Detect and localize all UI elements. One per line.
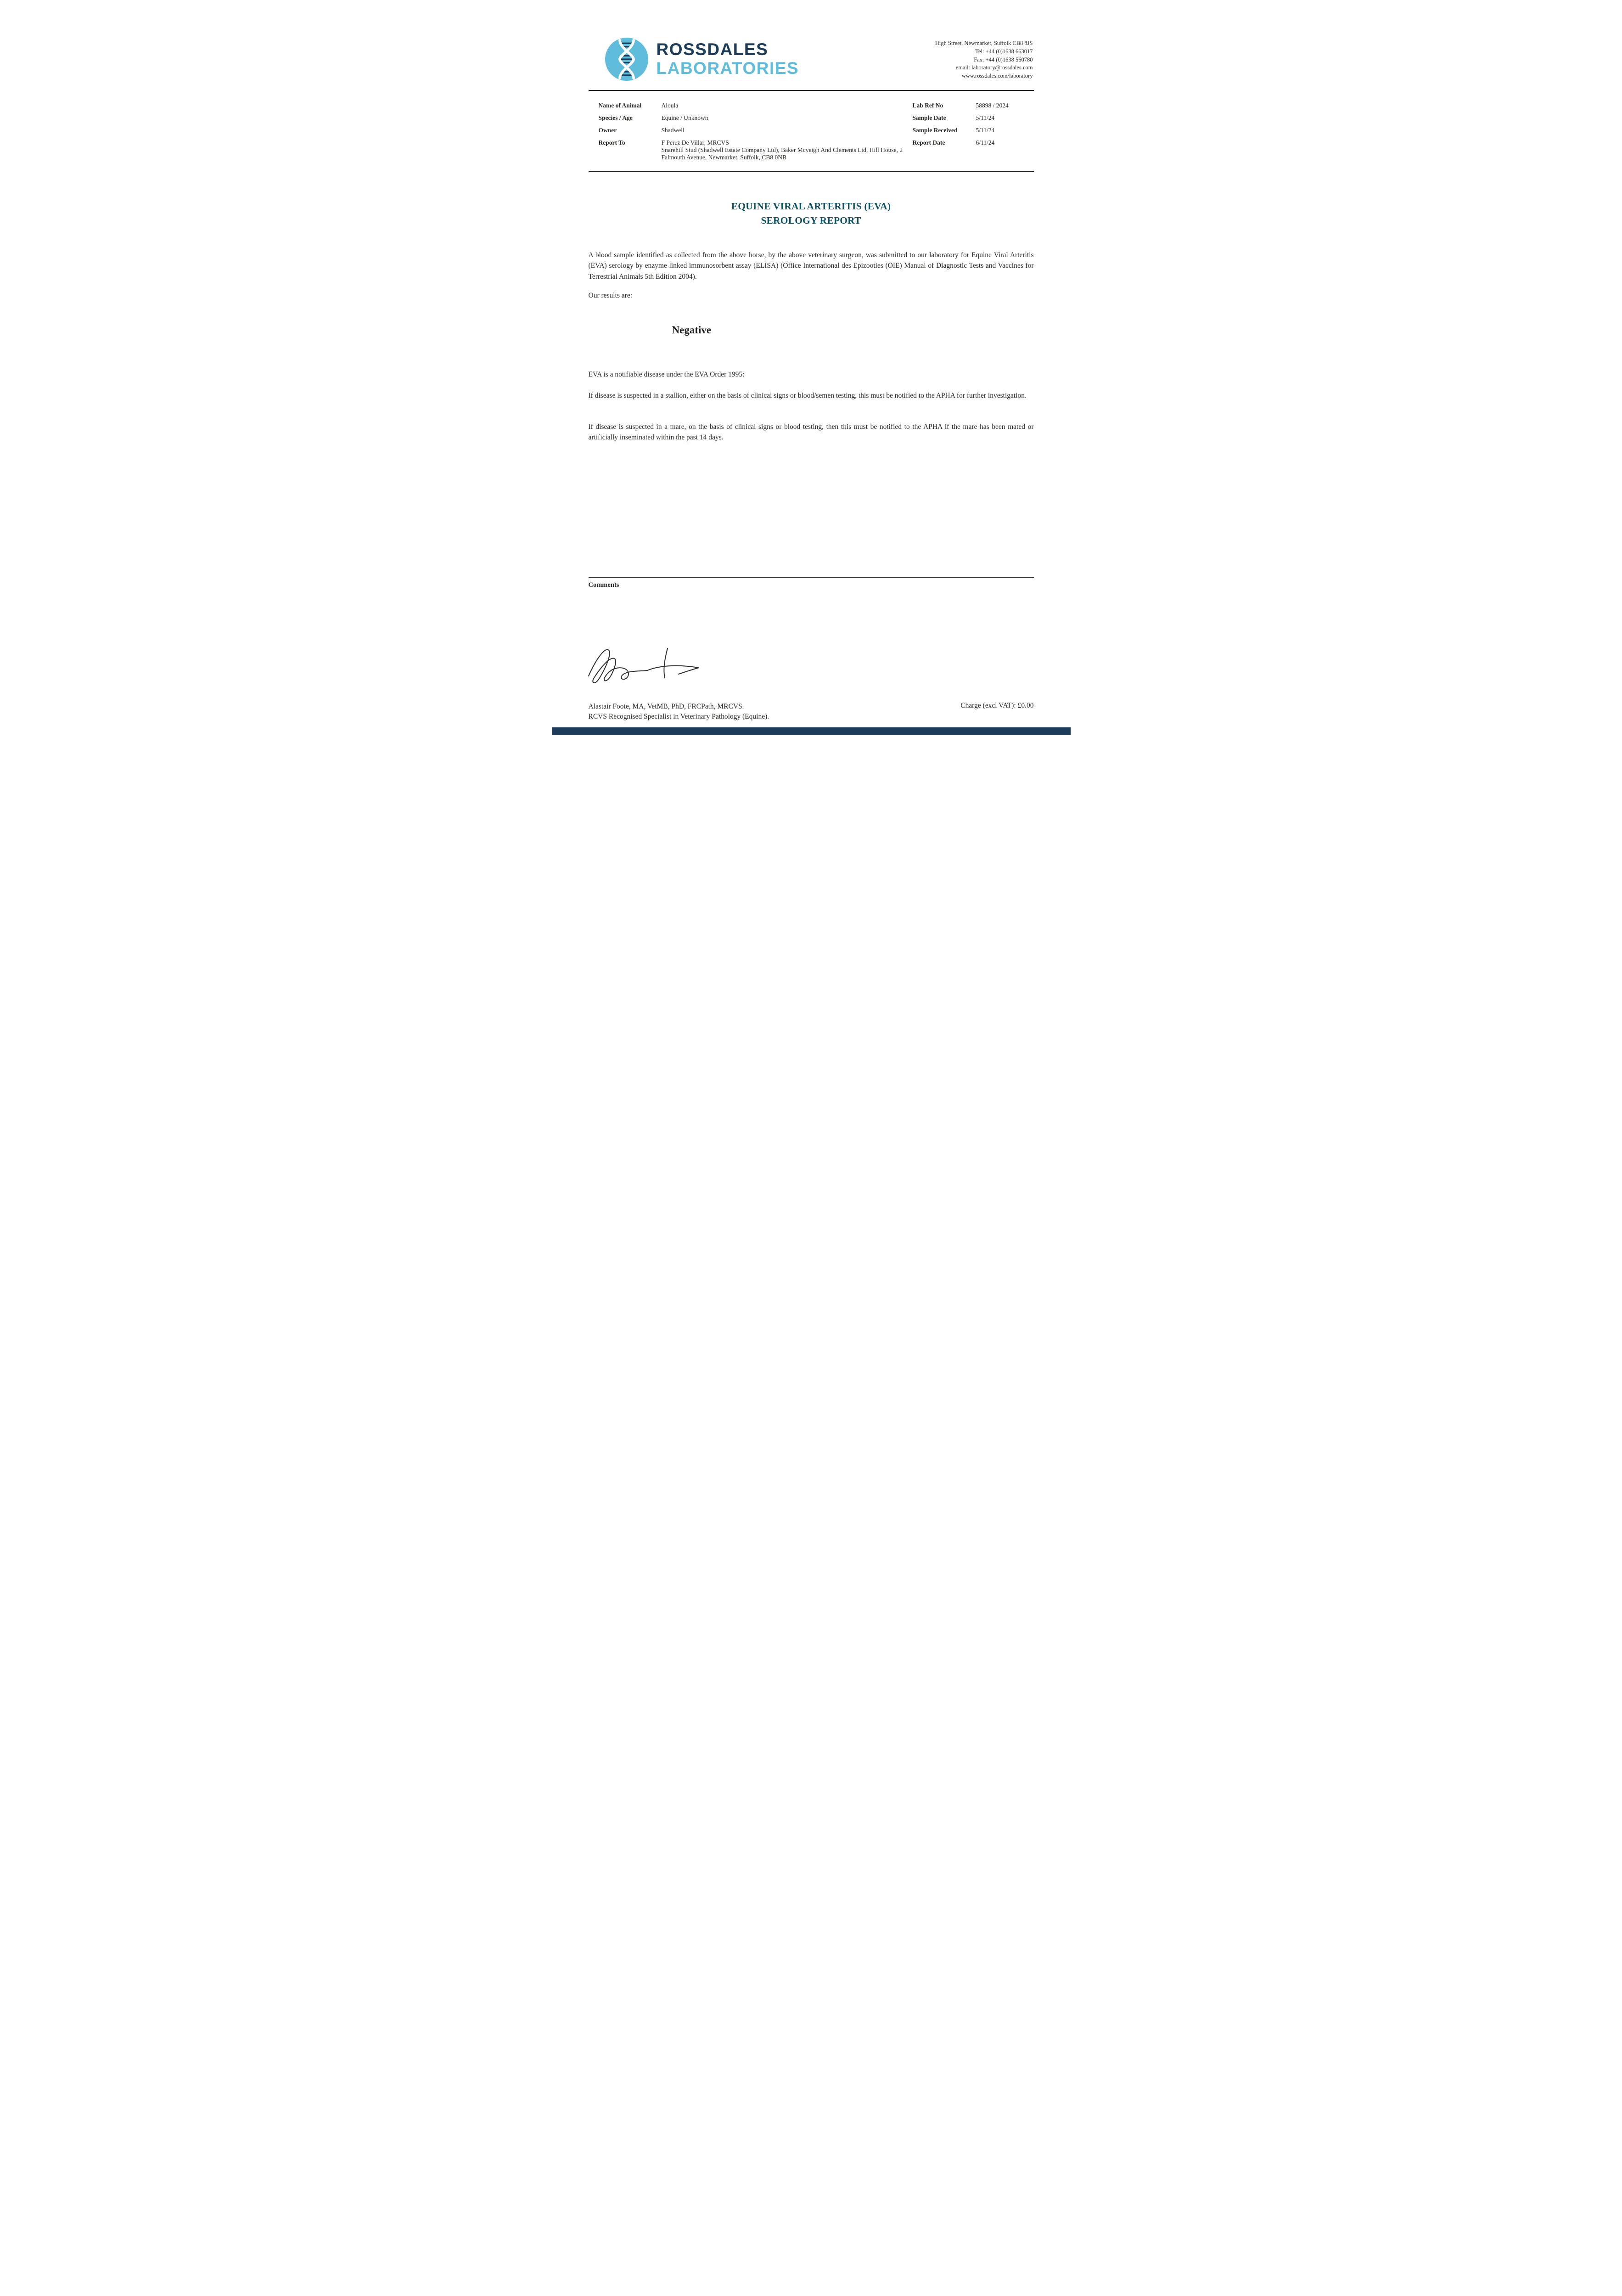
report-title-line1: EQUINE VIRAL ARTERITIS (EVA) — [731, 201, 891, 212]
info-label: Sample Date — [912, 114, 946, 121]
rossdales-dna-logo-icon — [605, 38, 648, 81]
results-intro: Our results are: — [588, 292, 633, 299]
info-row-name-of-animal — [599, 102, 920, 109]
contact-website: www.rossdales.com/laboratory — [961, 73, 1033, 79]
info-label: Sample Received — [912, 127, 958, 134]
report-title — [552, 199, 1071, 228]
contact-fax: Fax: +44 (0)1638 560780 — [974, 56, 1033, 63]
animal-info-block — [599, 102, 920, 166]
info-label: Lab Ref No — [912, 102, 943, 109]
contact-tel: Tel: +44 (0)1638 663017 — [975, 48, 1033, 55]
info-row-owner — [599, 127, 920, 134]
brand-wordmark — [657, 40, 799, 78]
comments-heading: Comments — [588, 581, 619, 589]
contact-email: email: laboratory@rossdales.com — [955, 64, 1033, 71]
info-value: 58898 / 2024 — [976, 102, 1009, 109]
info-row-sample-date — [913, 114, 1037, 122]
lab-info-block — [913, 102, 1037, 152]
info-value: Aloula — [661, 102, 679, 109]
contact-block — [935, 39, 1033, 80]
comments-divider — [589, 577, 1034, 578]
info-label: Report To — [598, 139, 625, 146]
info-value: 5/11/24 — [976, 127, 995, 134]
info-divider — [589, 171, 1034, 172]
result-value: Negative — [672, 324, 712, 336]
info-row-species-age — [599, 114, 920, 122]
info-label: Name of Animal — [598, 102, 642, 109]
notifiable-statement: EVA is a notifiable disease under the EVA Order 1995: — [588, 371, 745, 378]
stallion-note: If disease is suspected in a stallion, either on the basis of clinical signs or blood/semen testing, this must be notified to the APHA for further investigation. — [588, 392, 1027, 400]
brand-line1: ROSSDALES — [656, 40, 769, 59]
signature-image — [587, 641, 701, 689]
header-divider — [589, 90, 1034, 91]
lab-report-page — [552, 0, 1071, 735]
info-value: 5/11/24 — [976, 114, 995, 121]
info-value — [662, 139, 920, 161]
info-row-sample-received — [913, 127, 1037, 134]
info-row-report-date — [913, 139, 1037, 146]
info-label: Species / Age — [598, 114, 633, 121]
info-label: Report Date — [912, 139, 945, 146]
intro-paragraph: A blood sample identified as collected from the above horse, by the above veterinary surgeon, was submitted to our laboratory for Equine Viral Arteritis (EVA) serology by enzyme linked immunosorbent assay (ELISA) (Office International des Epizooties (OIE) Manual of Diagnostic Tests and Vaccines for Terrestrial Animals 5th Edition 2004). — [588, 251, 1034, 281]
contact-address: High Street, Newmarket, Suffolk CB8 8JS — [935, 40, 1033, 46]
info-row-lab-ref — [913, 102, 1037, 109]
page-footer-bar — [552, 727, 1071, 735]
info-value: Equine / Unknown — [661, 114, 708, 121]
report-to-address: Snarehill Stud (Shadwell Estate Company Ltd), Baker Mcveigh And Clements Ltd, Hill House, 2 Falmouth Avenue, Newmarket, Suffolk, CB8 0NB — [661, 146, 903, 161]
brand-line2: LABORATORIES — [656, 58, 799, 78]
charge-text: Charge (excl VAT): £0.00 — [960, 702, 1034, 709]
info-value: Shadwell — [661, 127, 685, 134]
info-row-report-to — [599, 139, 920, 161]
report-title-line2: SEROLOGY REPORT — [761, 215, 861, 226]
signatory-name: Alastair Foote, MA, VetMB, PhD, FRCPath, MRCVS. — [588, 703, 744, 710]
signatory-qualification: RCVS Recognised Specialist in Veterinary Pathology (Equine). — [588, 713, 769, 721]
info-value: 6/11/24 — [976, 139, 995, 146]
mare-note: If disease is suspected in a mare, on the basis of clinical signs or blood testing, then this must be notified to the APHA if the mare has been mated or artificially inseminated within the past 14 days. — [588, 423, 1034, 442]
signatory-block — [589, 702, 769, 722]
report-to-name: F Perez De Villar, MRCVS — [661, 139, 729, 146]
info-label: Owner — [598, 127, 617, 134]
